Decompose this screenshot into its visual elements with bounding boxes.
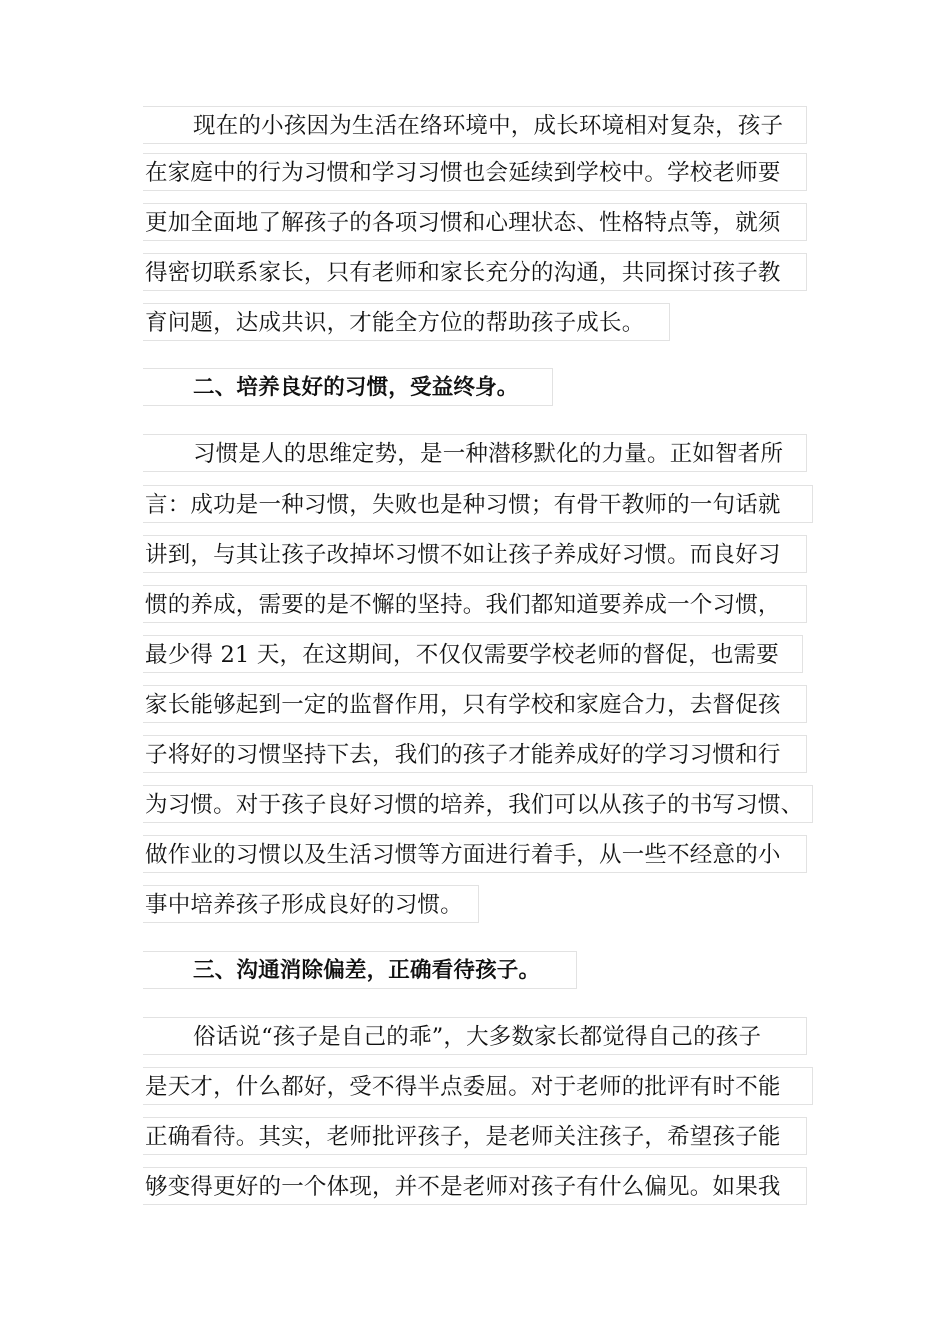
text-line: 讲到，与其让孩子改掉坏习惯不如让孩子养成好习惯。而良好习 [143,535,807,573]
text-line: 子将好的习惯坚持下去，我们的孩子才能养成好的学习习惯和行 [143,735,807,773]
text-line: 最少得 21 天，在这期间，不仅仅需要学校老师的督促，也需要 [143,635,803,673]
text-line: 育问题，达成共识，才能全方位的帮助孩子成长。 [143,303,670,341]
text-line: 言：成功是一种习惯，失败也是种习惯；有骨干教师的一句话就 [143,485,813,523]
text-line: 习惯是人的思维定势，是一种潜移默化的力量。正如智者所 [143,434,807,472]
text-line: 更加全面地了解孩子的各项习惯和心理状态、性格特点等，就须 [143,203,807,241]
text-line: 俗话说“孩子是自己的乖”，大多数家长都觉得自己的孩子 [143,1017,807,1055]
text-line: 家长能够起到一定的监督作用，只有学校和家庭合力，去督促孩 [143,685,807,723]
text-line: 惯的养成，需要的是不懈的坚持。我们都知道要养成一个习惯， [143,585,807,623]
text-line: 为习惯。对于孩子良好习惯的培养，我们可以从孩子的书写习惯、 [143,785,813,823]
section-heading: 三、沟通消除偏差，正确看待孩子。 [143,951,577,989]
text-line: 做作业的习惯以及生活习惯等方面进行着手，从一些不经意的小 [143,835,807,873]
text-line: 够变得更好的一个体现，并不是老师对孩子有什么偏见。如果我 [143,1167,807,1205]
text-line: 在家庭中的行为习惯和学习习惯也会延续到学校中。学校老师要 [143,153,807,191]
text-line: 正确看待。其实，老师批评孩子，是老师关注孩子，希望孩子能 [143,1117,807,1155]
text-line: 得密切联系家长，只有老师和家长充分的沟通，共同探讨孩子教 [143,253,807,291]
section-heading: 二、培养良好的习惯，受益终身。 [143,368,553,406]
text-line: 现在的小孩因为生活在络环境中，成长环境相对复杂，孩子 [143,106,807,144]
text-line: 是天才，什么都好，受不得半点委屈。对于老师的批评有时不能 [143,1067,813,1105]
text-line: 事中培养孩子形成良好的习惯。 [143,885,479,923]
